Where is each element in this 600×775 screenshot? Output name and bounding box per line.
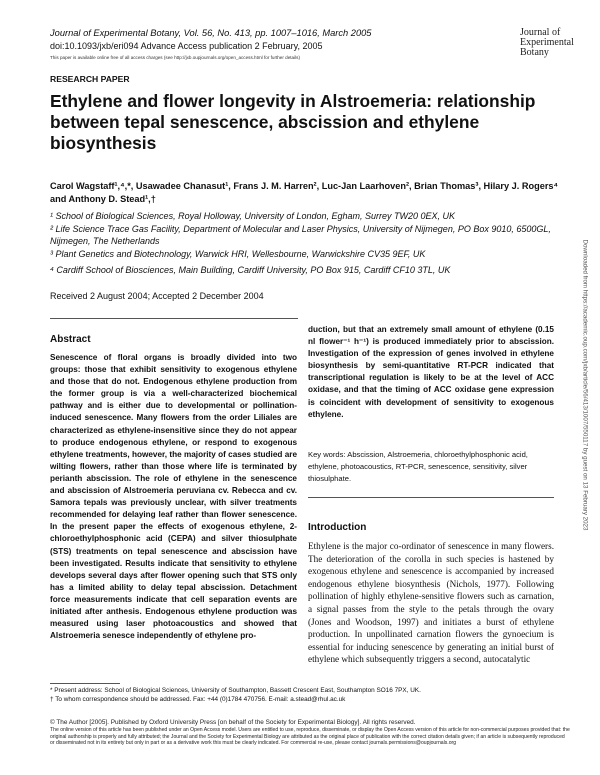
introduction-heading: Introduction	[308, 522, 367, 533]
footnote-correspondence: † To whom correspondence should be addressed. Fax: +44 (0)1784 470756. E-mail: a.stead@rhul.ac.uk	[50, 696, 346, 703]
open-access-note: This paper is available online free of all access charges (see http://jxb.oupjournals.org/open_access.html for further details)	[50, 55, 300, 60]
received-dates: Received 2 August 2004; Accepted 2 December 2004	[50, 291, 264, 301]
keywords: Key words: Abscission, Alstroemeria, chloroethylphosphonic acid, ethylene, photoacoustics, RT-PCR, senescence, sensitivity, silver thiosulphate.	[308, 450, 528, 483]
affiliation: ² Life Science Trace Gas Facility, Department of Molecular and Laser Physics, University of Nijmegen, PO Box 9010, 6500GL, Nijmegen, The Netherlands	[50, 224, 551, 246]
logo-line: Journal of	[520, 27, 561, 38]
abstract-heading: Abstract	[50, 334, 91, 345]
affiliation: ³ Plant Genetics and Biotechnology, Warwick HRI, Wellesbourne, Warwickshire CV35 9EF, UK	[50, 249, 426, 259]
logo-line: Experimental	[520, 37, 574, 48]
journal-logo	[520, 28, 578, 58]
download-watermark: Downloaded from https://academic.oup.com/jxb/article/56/413/1007/550117 by guest on 13 February 2023	[581, 239, 589, 531]
logo-line: Botany	[520, 47, 549, 58]
journal-citation: Journal of Experimental Botany, Vol. 56, No. 413, pp. 1007–1016, March 2005	[50, 28, 372, 38]
affiliation: ¹ School of Biological Sciences, Royal Holloway, University of London, Egham, Surrey TW20 0EX, UK	[50, 211, 456, 221]
open-access-license: The online version of this article has been published under an Open Access model. Users are entitled to use, reproduce, disseminate, or display the Open Access version of this article for non-commercial purposes provided that: the original authorship is properly and fully attributed; the Journal and the Society for Experimental Biology are attributed as the original place of publication with the correct citation details given; if an article is subsequently reproduced or disseminated not in its entirety but only in part or as a derivative work this must be clearly indicated. For commercial re-use, please contact journals.permissions@oupjournals.org	[50, 727, 570, 747]
doi-line: doi:10.1093/jxb/eri094 Advance Access publication 2 February, 2005	[50, 41, 323, 51]
copyright-line: © The Author [2005]. Published by Oxford University Press [on behalf of the Society for Experimental Biology]. All rights reserved.	[50, 719, 416, 726]
introduction-text: Ethylene is the major co-ordinator of senescence in many flowers. The deterioration of the corolla in such species is hastened by exogenous ethylene and senescence is accompanied by increased endogenous ethylene biosynthesis (Nichols, 1977). Following pollination of highly ethylene-sensitive flowers such as carnation, a signal passes from the style to the petals through the ovary (Jones and Woodson, 1997) and initiates a burst of ethylene production. In unpollinated carnation flowers the gynoecium is essential for inducing senescence by generating an initial burst of ethylene which subsequently triggers a second, autocatalytic	[308, 541, 554, 665]
section-label: RESEARCH PAPER	[50, 74, 130, 84]
abstract-text-right: duction, but that an extremely small amount of ethylene (0.15 nl flower⁻¹ h⁻¹) is produced immediately prior to abscission. Investigation of the expression of genes involved in ethylene biosynthesis by semi-quantitative RT-PCR indicated that transcriptional regulation is likely to be at the level of ACC oxidase, and that the timing of ACC oxidase gene expression is coincident with development of sensitivity to exogenous ethylene.	[308, 325, 554, 419]
footnote-present-address: * Present address: School of Biological Sciences, University of Southampton, Bassett Crescent East, Southampton SO16 7PX, UK.	[50, 687, 421, 694]
affiliation: ⁴ Cardiff School of Biosciences, Main Building, Cardiff University, PO Box 915, Cardiff CF10 3TL, UK	[50, 265, 451, 275]
footnote-rule	[50, 683, 120, 684]
legal-block	[50, 718, 570, 747]
author-list: Carol Wagstaff¹,⁴,*, Usawadee Chanasut¹, Frans J. M. Harren², Luc-Jan Laarhoven², Brian Thomas³, Hilary J. Rogers⁴ and Anthony D. Stead¹,†	[50, 181, 559, 204]
abstract-text-left: Senescence of floral organs is broadly divided into two groups: those that exhibit sensitivity to exogenous ethylene and those that do not. Endogenous ethylene production from the former group is via a well-characterized biochemical pathway and is either due to developmental or pollination-induced senescence. Many flowers from the order Liliales are characterized as ethylene-insensitive since they do not appear to produce endogenous ethylene, or respond to exogenous ethylene treatments, however, the majority of cases studied are wilting flowers, rather than those where life is terminated by perianth abscission. The role of ethylene in the senescence and abscission of Alstroemeria peruviana cv. Rebecca and cv. Samora tepals was previously unclear, with silver treatments recommended for delaying leaf rather than flower senescence. In the present paper the effects of exogenous ethylene, 2-chloroethylphosphonic acid (CEPA) and silver thiosulphate (STS) treatments on tepal senescence and abscission have been investigated. Results indicate that sensitivity to ethylene develops several days after flower opening such that STS only has a limited ability to delay tepal abscission. Detachment force measurements indicate that cell separation events are initiated after anthesis. Endogenous ethylene production was measured using laser photoacoustics and showed that Alstroemeria senesce independently of ethylene pro-	[50, 353, 297, 641]
article-title: Ethylene and flower longevity in Alstroemeria: relationship between tepal senescence, abscission and ethylene biosynthesis	[50, 91, 536, 153]
abstract-bottom-rule	[308, 497, 554, 498]
abstract-top-rule	[50, 318, 298, 319]
